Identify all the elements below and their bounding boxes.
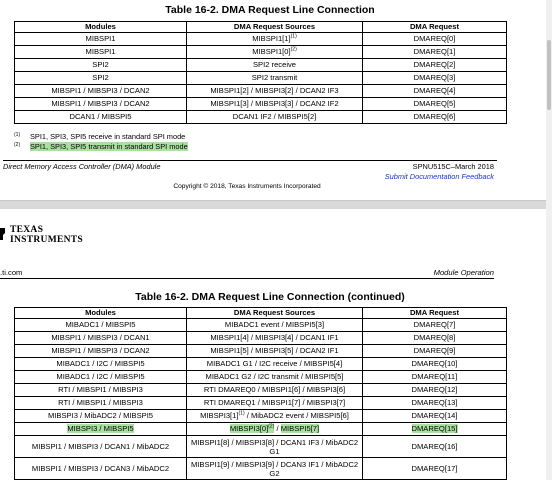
footnote: (2) SPI1, SPI3, SPI5 transmit in standard SPI mode [14, 142, 188, 151]
table-row: RTI / MIBSPI1 / MIBSPI3 RTI DMAREQ1 / MIBSPI1[7] / MIBSPI3[7] DMAREQ[13] [15, 397, 507, 410]
table-title: Table 16-2. DMA Request Line Connection [165, 4, 375, 16]
footnote: (1) SPI1, SPI3, SPI5 receive in standard SPI mode [14, 132, 186, 141]
submit-feedback-link[interactable]: Submit Documentation Feedback [384, 172, 494, 181]
footer-doc-info [385, 162, 494, 182]
table-row: MIBSPI1 / MIBSPI3 / DCAN2 MIBSPI1[5] / MIBSPI3[5] / DCAN2 IF1 DMAREQ[9] [15, 345, 507, 358]
table-row: MIBSPI1 / MIBSPI3 / DCAN1 MIBSPI1[4] / MIBSPI3[4] / DCAN1 IF1 DMAREQ[8] [15, 332, 507, 345]
table-row: MIBSPI1 / MIBSPI3 / DCAN3 / MibADC2 MIBSPI1[9] / MIBSPI3[9] / DCAN3 IF1 / MibADC2 G2 DMAREQ[17] [15, 458, 507, 480]
footnotes [14, 132, 188, 152]
table-row: MIBADC1 / I2C / MIBSPI5 MIBADC1 G1 / I2C receive / MIBSPI5[4] DMAREQ[10] [15, 358, 507, 371]
section-name: Module Operation [433, 268, 494, 277]
footer-chapter: Direct Memory Access Controller (DMA) Module [3, 162, 161, 171]
table-title: Table 16-2. DMA Request Line Connection (continued) [135, 291, 405, 303]
header-divider [0, 278, 494, 279]
copyright: Copyright © 2018, Texas Instruments Incorporated [173, 183, 321, 190]
table-row: MIBSPI1 / MIBSPI3 / DCAN2 MIBSPI1[3] / MIBSPI3[3] / DCAN2 IF2 DMAREQ[5] [15, 98, 507, 111]
document-page-1 [0, 0, 552, 200]
column-header-sources: DMA Request Sources [187, 22, 363, 33]
site-url[interactable]: .ti.com [0, 268, 23, 277]
table-row: SPI2 SPI2 receive DMAREQ[2] [15, 59, 507, 72]
dma-request-table [14, 21, 507, 124]
table-row: MIBSPI1 / MIBSPI3 / DCAN1 / MibADC2 MIBSPI1[8] / MIBSPI3[8] / DCAN1 IF3 / MibADC2 G1 DMAREQ[16] [15, 436, 507, 458]
vertical-scrollbar[interactable] [546, 0, 552, 480]
document-page-2 [0, 209, 552, 480]
table-row: MIBSPI3 / MibADC2 / MIBSPI5 $MIBSPI3[1]^{(1)}$ / MibADC2 event / MIBSPI5[6] DMAREQ[14] [15, 410, 507, 423]
table-row: MIBADC1 / MIBSPI5 MIBADC1 event / MIBSPI5[3] DMAREQ[7] [15, 319, 507, 332]
logo-line-1: TEXAS [10, 225, 44, 235]
table-row: MIBSPI1 $MIBSPI1[0]^{(2)}$ DMAREQ[1] [15, 46, 507, 59]
column-header-request: DMA Request [363, 22, 507, 33]
column-header-modules: Modules [15, 22, 187, 33]
table-row: MIBADC1 / I2C / MIBSPI5 MIBADC1 G2 / I2C transmit / MIBSPI5[5] DMAREQ[11] [15, 371, 507, 384]
logo-line-2: INSTRUMENTS [10, 235, 83, 245]
table-row: MIBSPI1 / MIBSPI3 / DCAN2 MIBSPI1[2] / MIBSPI3[2] / DCAN2 IF3 DMAREQ[4] [15, 85, 507, 98]
table-row: RTI / MIBSPI1 / MIBSPI3 RTI DMAREQ0 / MIBSPI1[6] / MIBSPI3[6] DMAREQ[12] [15, 384, 507, 397]
ti-logo-icon [0, 227, 6, 241]
table-row: MIBSPI1 $MIBSPI1[1]^{(1)}$ DMAREQ[0] [15, 33, 507, 46]
table-row-highlighted: MIBSPI3 / MIBSPI5 $MIBSPI3[0]^{(2)}$ / MIBSPI5[7] DMAREQ[15] [15, 423, 507, 436]
footer-divider [3, 160, 497, 161]
column-header-request: DMA Request [363, 308, 507, 319]
scrollbar-thumb[interactable] [547, 40, 551, 110]
highlighted-footnote: SPI1, SPI3, SPI5 transmit in standard SPI mode [30, 142, 188, 151]
dma-request-table-continued [14, 307, 507, 480]
footer-doc-id: SPNU515C–March 2018 [412, 162, 494, 171]
column-header-sources: DMA Request Sources [187, 308, 363, 319]
table-row: SPI2 SPI2 transmit DMAREQ[3] [15, 72, 507, 85]
table-row: DCAN1 / MIBSPI5 DCAN1 IF2 / MIBSPI5[2] DMAREQ[6] [15, 111, 507, 124]
column-header-modules: Modules [15, 308, 187, 319]
